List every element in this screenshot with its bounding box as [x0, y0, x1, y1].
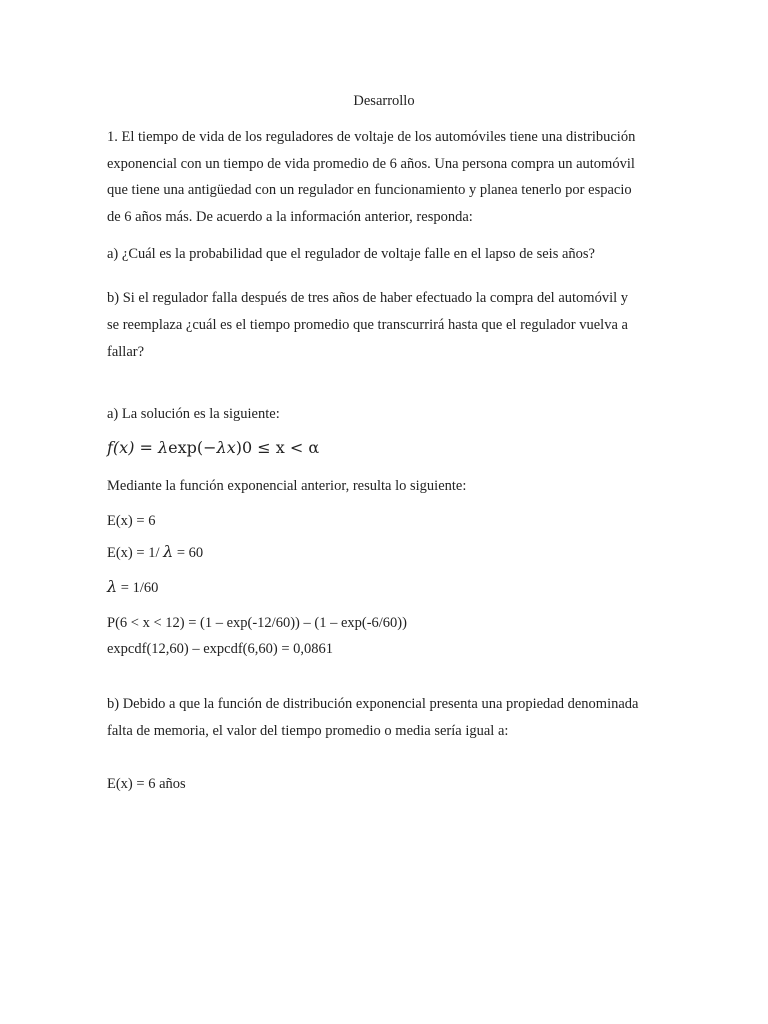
- lambda-value: = 1/60: [117, 580, 159, 596]
- solution-a-text: Mediante la función exponencial anterior, resulta lo siguiente:: [107, 478, 467, 494]
- expectation-line-2: [107, 543, 203, 562]
- solution-b-result: E(x) = 6 años: [107, 776, 186, 792]
- problem-line-3: que tiene una antigüedad con un regulador en funcionamiento y planea tenerlo por espacio: [107, 182, 632, 198]
- problem-line-2: exponencial con un tiempo de vida promedio de 6 años. Una persona compra un automóvil: [107, 156, 635, 172]
- question-b-line-2: se reemplaza ¿cuál es el tiempo promedio que transcurrirá hasta que el regulador vuelva a: [107, 317, 628, 333]
- expcdf-line: expcdf(12,60) – expcdf(6,60) = 0,0861: [107, 641, 334, 657]
- density-formula: [107, 439, 319, 457]
- formula-range: )0 ≤ x < α: [235, 438, 320, 457]
- formula-lambda: λ: [158, 438, 169, 457]
- page-title: Desarrollo: [353, 93, 415, 109]
- problem-line-1: 1. El tiempo de vida de los reguladores de voltaje de los automóviles tiene una distribución: [107, 129, 636, 145]
- question-b-line-3: fallar?: [107, 344, 145, 360]
- solution-a-intro: a) La solución es la siguiente:: [107, 406, 280, 422]
- lambda-value-line: [107, 578, 158, 597]
- formula-lambda-x: λx: [216, 438, 236, 457]
- lambda-symbol: λ: [163, 542, 174, 561]
- expectation-prefix: E(x) = 1/: [107, 545, 164, 561]
- lambda-symbol-standalone: λ: [107, 577, 118, 596]
- question-a: a) ¿Cuál es la probabilidad que el regulador de voltaje falle en el lapso de seis años?: [107, 246, 595, 262]
- expectation-line-1: E(x) = 6: [107, 513, 156, 529]
- solution-b-line-1: b) Debido a que la función de distribución exponencial presenta una propiedad denominada: [107, 696, 639, 712]
- solution-b-line-2: falta de memoria, el valor del tiempo promedio o media sería igual a:: [107, 723, 509, 739]
- expectation-suffix: = 60: [173, 545, 204, 561]
- problem-line-4: de 6 años más. De acuerdo a la información anterior, responda:: [107, 209, 473, 225]
- formula-exp: exp(−: [168, 438, 217, 457]
- formula-lhs: f(x) =: [107, 438, 159, 457]
- question-b-line-1: b) Si el regulador falla después de tres años de haber efectuado la compra del automóvil y: [107, 290, 629, 306]
- probability-line: P(6 < x < 12) = (1 – exp(-12/60)) – (1 – exp(-6/60)): [107, 615, 407, 631]
